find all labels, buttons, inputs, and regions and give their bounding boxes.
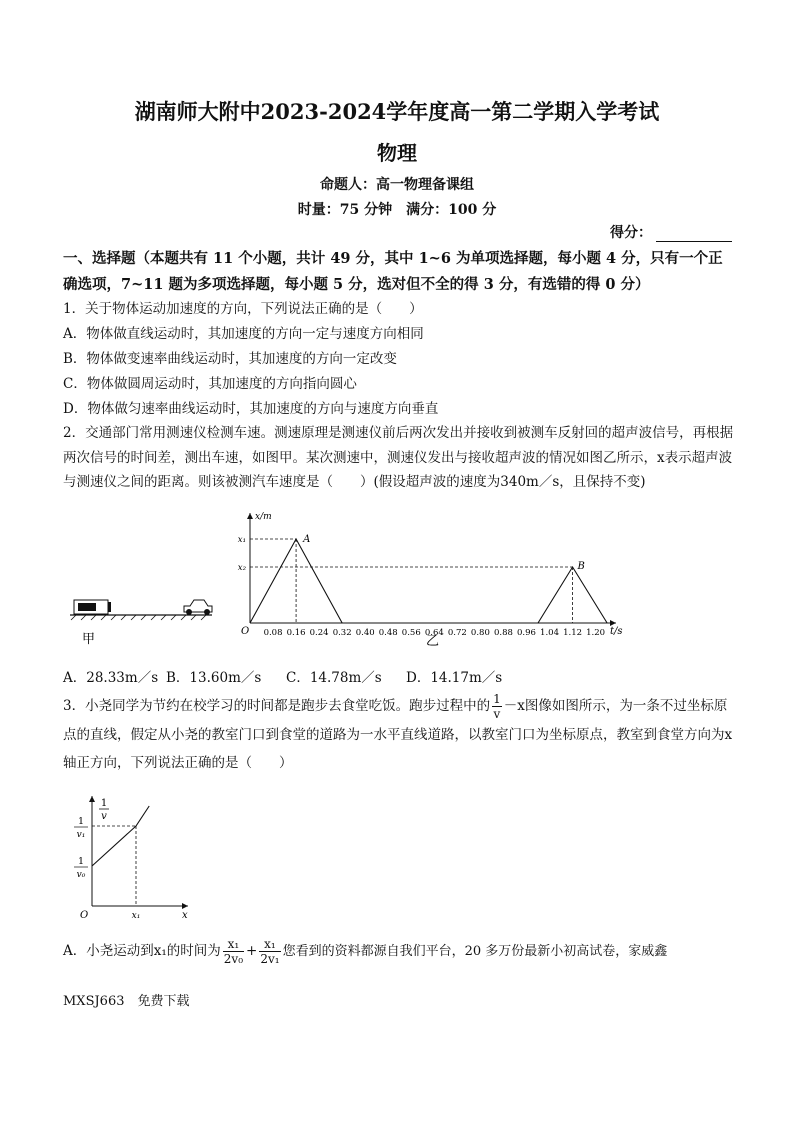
author-line: 命题人：高一物理备课组	[320, 177, 474, 193]
q1-stem: 1．关于物体运动加速度的方向，下列说法正确的是（ ）	[63, 301, 423, 317]
x-tick-label: 0.80	[470, 628, 490, 638]
y-axis-arrow	[247, 513, 253, 519]
x-tick-label: 0.88	[493, 628, 513, 638]
x-axis-label: x	[182, 910, 188, 920]
q3-frac-denominator: v	[493, 707, 501, 721]
q2-option-c: C．14.78m／s	[286, 670, 382, 686]
q2-options	[63, 666, 502, 686]
q3-optA-frac2-num: x₁	[259, 937, 280, 952]
q3-stem-part2: －x图像如图所示，为一条不过坐标原点的直线，假定从小尧的教室门口到食堂的道路为一水平直线道路，以教室门口为坐标原点，教室到食堂方向为x轴正方向，下列说法正确的是（ ）	[63, 698, 733, 771]
q3-option-a-frac1	[223, 937, 244, 966]
y-tick-label-num: 1	[77, 816, 85, 827]
y-tick-label: x₁	[237, 535, 246, 545]
q3-stem	[63, 692, 735, 777]
score-field	[610, 222, 732, 242]
x-tick-label: 1.04	[540, 628, 559, 638]
x-tick-label: 0.72	[447, 628, 467, 638]
x-tick-label: 0.96	[517, 628, 536, 638]
point-b-label: B	[577, 561, 585, 572]
origin-label: O	[241, 626, 250, 637]
q3-optA-plus: +	[246, 943, 258, 959]
x-tick-label: 0.32	[332, 628, 352, 638]
score-label: 得分：	[610, 225, 652, 241]
q1-option-b: B．物体做变速率曲线运动时，其加速度的方向一定改变	[63, 351, 397, 367]
y-tick-label-num: 1	[77, 856, 85, 867]
footer-text: MXSJ663 免费下载	[63, 994, 190, 1009]
subject-title: 物理	[377, 141, 417, 165]
q3-option-a-text: A．小尧运动到x₁的时间为	[63, 943, 221, 959]
q1-option-a: A．物体做直线运动时，其加速度的方向一定与速度方向相同	[63, 326, 424, 342]
q2-option-d: D．14.17m／s	[406, 670, 503, 686]
figure-jia	[66, 588, 216, 650]
q3-stem-fraction	[492, 692, 502, 721]
q3-optA-frac2-den: 2v₁	[260, 952, 280, 966]
q1-option-c: C．物体做圆周运动时，其加速度的方向指向圆心	[63, 376, 357, 392]
x-tick-label: 0.24	[309, 628, 329, 638]
car-icon	[184, 600, 212, 615]
q3-option-a	[63, 936, 667, 967]
x-tick-label: x₁	[131, 911, 141, 920]
q3-watermark-text: 您看到的资料都源自我们平台，20 多万份最新小初高试卷，家威鑫	[282, 944, 668, 959]
figure-yi-label: 乙	[426, 634, 440, 649]
figure-jia-label: 甲	[82, 632, 96, 647]
x-tick-label: 0.16	[286, 628, 306, 638]
y-tick-label-den: v₀	[76, 870, 86, 880]
y-tick-label-den: v₁	[76, 830, 86, 840]
chart-xt	[236, 505, 636, 653]
x-tick-label: 0.56	[401, 628, 421, 638]
exam-title: 湖南师大附中2023-2024学年度高一第二学期入学考试	[134, 99, 660, 124]
q1-option-d: D．物体做匀速率曲线运动时，其加速度的方向与速度方向垂直	[63, 401, 439, 417]
q2-option-a: A．28.33m／s	[63, 670, 159, 686]
point-a-label: A	[303, 534, 311, 545]
chart-inverse-v-x	[62, 790, 202, 920]
q3-option-a-frac2	[259, 937, 280, 966]
time-score-line: 时量：75 分钟 满分：100 分	[297, 202, 497, 218]
y-tick-label: x₂	[237, 563, 246, 573]
q3-frac-numerator: 1	[493, 692, 501, 706]
q2-option-b: B．13.60m／s	[166, 670, 262, 686]
y-axis-label-den: v	[101, 811, 107, 822]
origin-label: O	[80, 910, 89, 920]
y-axis-label-num: 1	[100, 798, 108, 809]
x-axis-label: t/s	[610, 626, 623, 637]
y-axis-arrow	[89, 796, 95, 802]
x-tick-label: 0.08	[263, 628, 283, 638]
section-heading: 一、选择题（本题共有 11 个小题，共计 49 分，其中 1~6 为单项选择题，每小题 4 分，只有一个正确选项，7~11 题为多项选择题，每小题 5 分，选对但不全的得 3 分，有选错的得 0 分）	[63, 250, 723, 293]
speed-meter-icon	[74, 600, 111, 614]
x-tick-label: 0.40	[355, 628, 375, 638]
x-tick-label: 1.12	[563, 628, 583, 638]
y-axis-label: x/m	[255, 512, 272, 522]
x-tick-label: 1.20	[586, 628, 606, 638]
x-tick-label: 0.64	[424, 628, 444, 638]
q2-stem: 2．交通部门常用测速仪检测车速。测速原理是测速仪前后两次发出并接收到被测车反射回的超声波信号，再根据两次信号的时间差，测出车速，如图甲。某次测速中，测速仪发出与接收超声波的情况如图乙所示，x表示超声波与测速仪之间的距离。则该被测汽车速度是（ ）(假设超声波的速度为340m／s，且保持不变)	[63, 425, 734, 490]
score-blank[interactable]	[656, 227, 732, 242]
q3-stem-part1: 3．小尧同学为节约在校学习的时间都是跑步去食堂吃饭。跑步过程中的	[63, 698, 491, 714]
x-tick-label: 0.48	[378, 628, 398, 638]
x-axis-arrow	[182, 903, 188, 909]
q3-optA-frac1-den: 2v₀	[223, 952, 244, 966]
q3-optA-frac1-num: x₁	[223, 937, 244, 952]
